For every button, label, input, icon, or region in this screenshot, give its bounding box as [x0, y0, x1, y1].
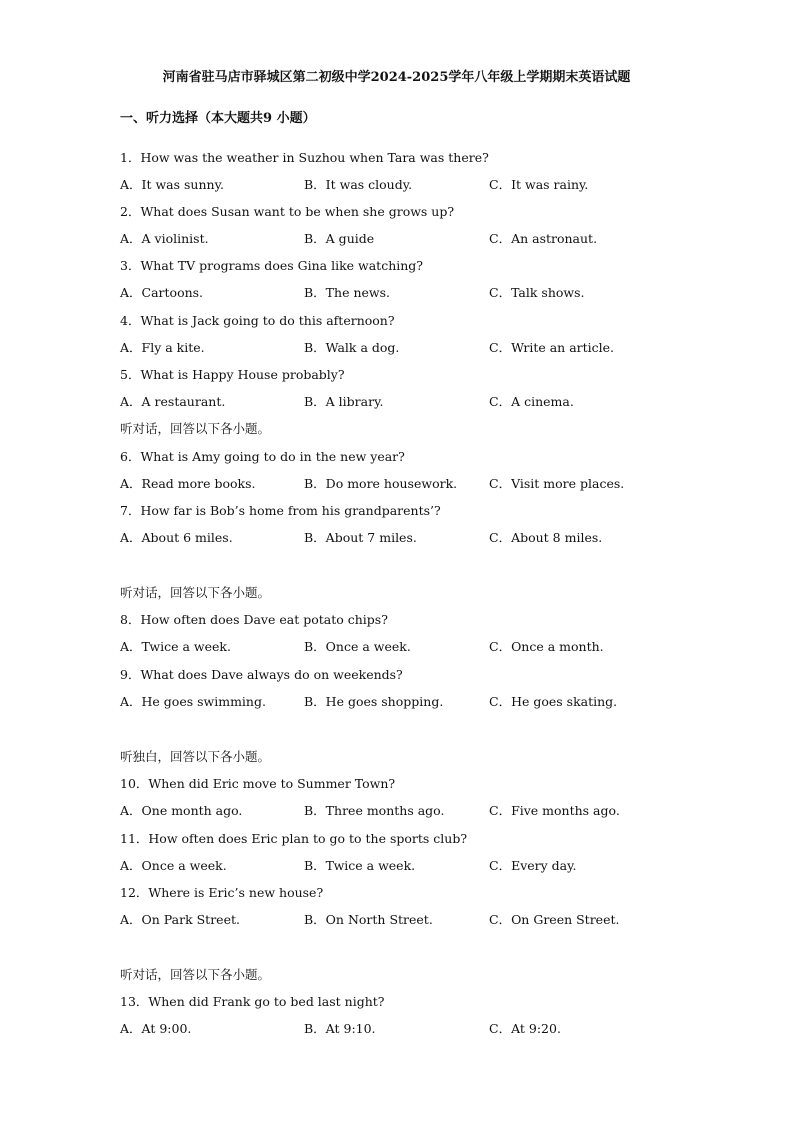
- option-a[interactable]: A．A restaurant.: [120, 394, 226, 409]
- section-instruction: 听对话，回答以下各小题。: [120, 967, 271, 982]
- option-b[interactable]: B．A guide: [304, 231, 375, 246]
- option-b[interactable]: B．He goes shopping.: [304, 694, 444, 709]
- option-a[interactable]: A．On Park Street.: [120, 912, 240, 927]
- option-b[interactable]: B．About 7 miles.: [304, 530, 417, 545]
- option-c[interactable]: C．It was rainy.: [489, 177, 589, 192]
- option-a[interactable]: A．Fly a kite.: [120, 340, 205, 355]
- option-a[interactable]: A．A violinist.: [120, 231, 209, 246]
- options-11: [120, 858, 720, 874]
- option-c[interactable]: C．Five months ago.: [489, 803, 620, 818]
- option-b[interactable]: B．The news.: [304, 285, 390, 300]
- option-a[interactable]: A．Cartoons.: [120, 285, 204, 300]
- section-instruction: 听对话，回答以下各小题。: [120, 421, 271, 436]
- question-7: 7．How far is Bob’s home from his grandparents’?: [120, 503, 441, 518]
- option-c[interactable]: C．Write an article.: [489, 340, 615, 355]
- option-a[interactable]: A．He goes swimming.: [120, 694, 266, 709]
- option-c[interactable]: C．Visit more places.: [489, 476, 625, 491]
- option-a[interactable]: A．It was sunny.: [120, 177, 224, 192]
- option-b[interactable]: B．Three months ago.: [304, 803, 445, 818]
- option-c[interactable]: C．An astronaut.: [489, 231, 598, 246]
- option-c[interactable]: C．Talk shows.: [489, 285, 585, 300]
- option-c[interactable]: C．About 8 miles.: [489, 530, 603, 545]
- question-5: 5．What is Happy House probably?: [120, 367, 345, 382]
- question-6: 6．What is Amy going to do in the new year?: [120, 449, 405, 464]
- question-2: 2．What does Susan want to be when she grows up?: [120, 204, 455, 219]
- option-c[interactable]: C．He goes skating.: [489, 694, 618, 709]
- option-b[interactable]: B．Do more housework.: [304, 476, 458, 491]
- option-c[interactable]: C．At 9:20.: [489, 1021, 561, 1036]
- question-1: 1．How was the weather in Suzhou when Tara was there?: [120, 150, 489, 165]
- options-4: [120, 340, 720, 356]
- options-9: [120, 694, 720, 710]
- question-8: 8．How often does Dave eat potato chips?: [120, 612, 388, 627]
- options-10: [120, 803, 720, 819]
- option-c[interactable]: C．Every day.: [489, 858, 577, 873]
- option-b[interactable]: B．It was cloudy.: [304, 177, 413, 192]
- option-c[interactable]: C．On Green Street.: [489, 912, 620, 927]
- options-7: [120, 530, 720, 546]
- option-c[interactable]: C．Once a month.: [489, 639, 604, 654]
- question-12: 12．Where is Eric’s new house?: [120, 885, 324, 900]
- option-b[interactable]: B．Walk a dog.: [304, 340, 400, 355]
- option-a[interactable]: A．Read more books.: [120, 476, 256, 491]
- option-a[interactable]: A．At 9:00.: [120, 1021, 192, 1036]
- section-instruction: 听对话，回答以下各小题。: [120, 585, 271, 600]
- options-2: [120, 231, 720, 247]
- options-8: [120, 639, 720, 655]
- option-a[interactable]: A．Twice a week.: [120, 639, 231, 654]
- question-10: 10．When did Eric move to Summer Town?: [120, 776, 396, 791]
- option-b[interactable]: B．Once a week.: [304, 639, 411, 654]
- page-title: 河南省驻马店市驿城区第二初级中学2024-2025学年八年级上学期期末英语试题: [162, 70, 631, 85]
- question-4: 4．What is Jack going to do this afternoon?: [120, 313, 395, 328]
- option-b[interactable]: B．A library.: [304, 394, 384, 409]
- question-9: 9．What does Dave always do on weekends?: [120, 667, 403, 682]
- question-3: 3．What TV programs does Gina like watching?: [120, 258, 424, 273]
- option-c[interactable]: C．A cinema.: [489, 394, 574, 409]
- option-b[interactable]: B．On North Street.: [304, 912, 433, 927]
- option-b[interactable]: B．Twice a week.: [304, 858, 416, 873]
- option-a[interactable]: A．One month ago.: [120, 803, 243, 818]
- section-instruction: 听独白，回答以下各小题。: [120, 749, 271, 764]
- options-5: [120, 394, 720, 410]
- option-a[interactable]: A．Once a week.: [120, 858, 227, 873]
- options-12: [120, 912, 720, 928]
- options-6: [120, 476, 720, 492]
- options-1: [120, 177, 720, 193]
- options-3: [120, 285, 720, 301]
- option-a[interactable]: A．About 6 miles.: [120, 530, 233, 545]
- question-11: 11．How often does Eric plan to go to the sports club?: [120, 831, 468, 846]
- question-13: 13．When did Frank go to bed last night?: [120, 994, 385, 1009]
- options-13: [120, 1021, 720, 1037]
- option-b[interactable]: B．At 9:10.: [304, 1021, 376, 1036]
- section-heading: 一、听力选择（本大题共9 小题）: [120, 111, 316, 126]
